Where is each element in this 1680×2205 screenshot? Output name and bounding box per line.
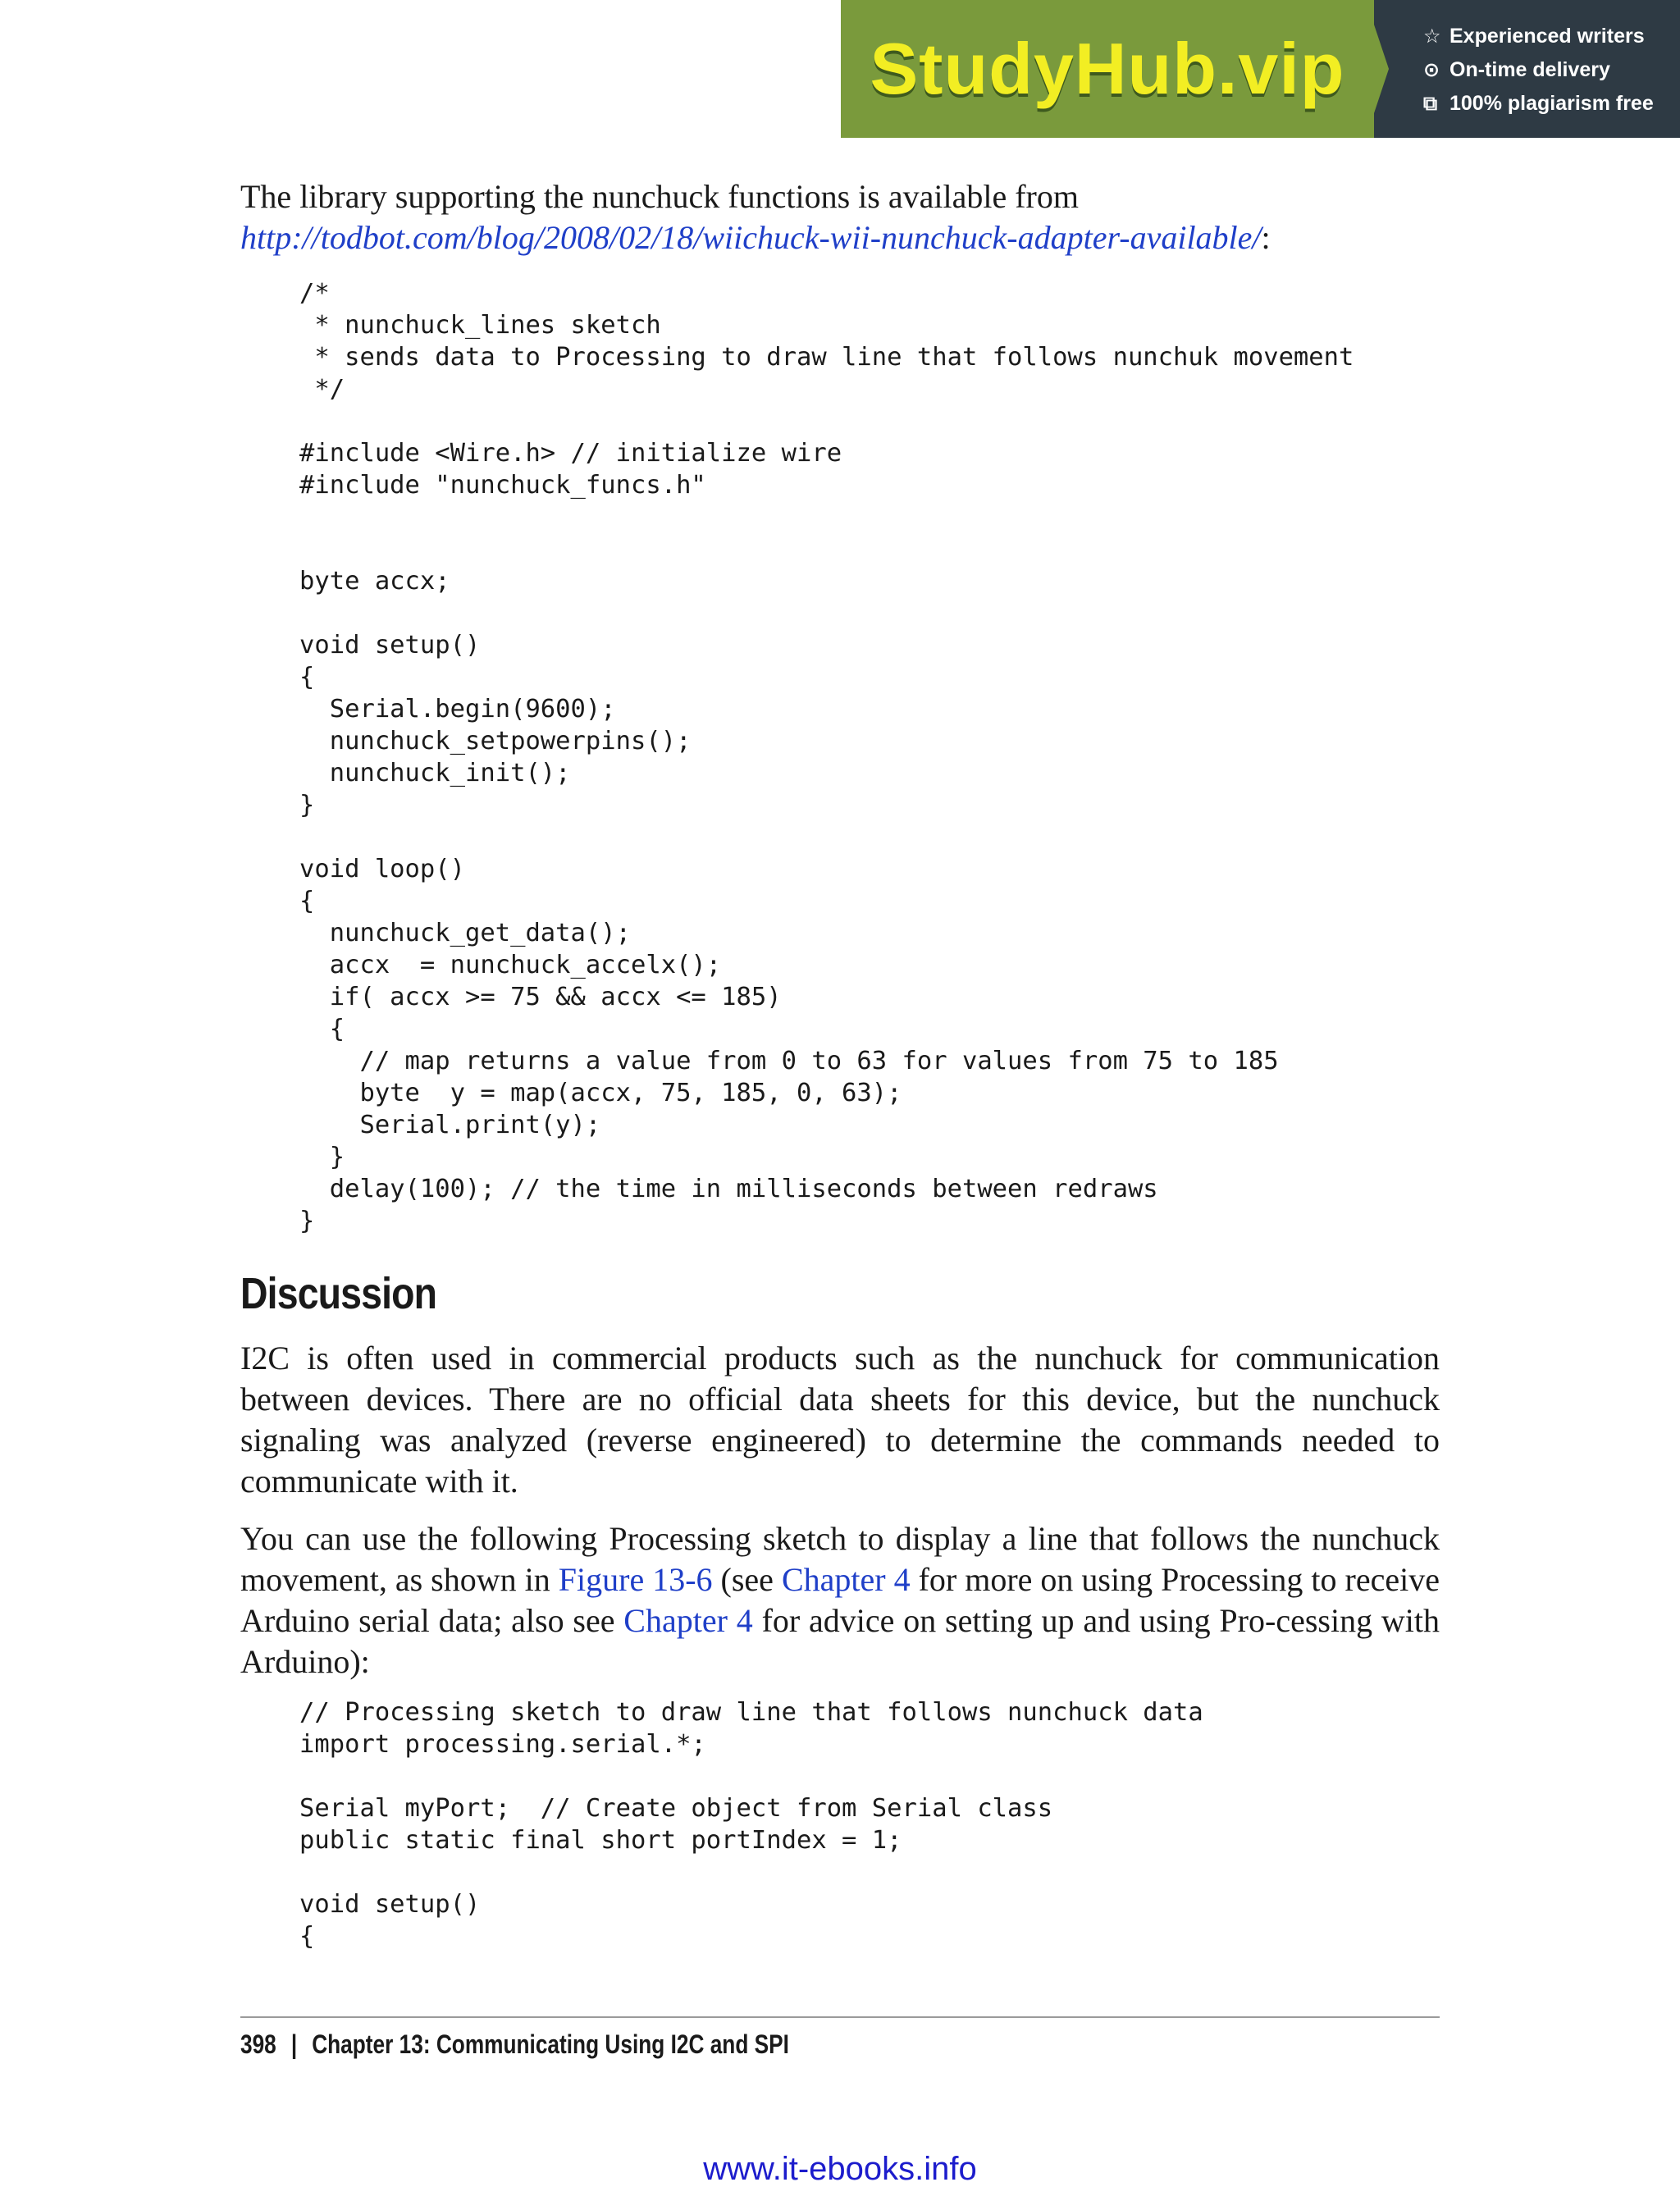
footer-separator: | [290, 2029, 298, 2059]
chapter-4-link[interactable]: Chapter 4 [781, 1561, 911, 1598]
intro-paragraph [240, 176, 1440, 258]
perk-label: Experienced writers [1449, 25, 1645, 48]
para2-text-4: for advice on setting up and using Pro-cessing with Arduino): [240, 1602, 1440, 1680]
figure-13-6-link[interactable]: Figure 13-6 [558, 1561, 713, 1598]
page-footer [240, 2028, 789, 2061]
perk-item [1423, 53, 1654, 87]
nunchuck-library-link[interactable]: http://todbot.com/blog/2008/02/18/wiichuck-wii-nunchuck-adapter-available/ [240, 219, 1262, 256]
brand-logo: StudyHub.vip [870, 28, 1345, 109]
perks-list [1423, 20, 1654, 121]
star-outline-icon: ☆ [1423, 25, 1441, 48]
perk-label: 100% plagiarism free [1449, 92, 1654, 115]
perk-item [1423, 87, 1654, 121]
clock-icon: ⊙ [1423, 59, 1440, 81]
intro-trail: : [1261, 219, 1271, 256]
processing-paragraph [240, 1518, 1440, 1682]
intro-text: The library supporting the nunchuck functions is available from [240, 178, 1079, 215]
copy-icon: ⧉ [1423, 93, 1438, 115]
footer-rule [240, 2016, 1440, 2018]
perk-label: On-time delivery [1449, 58, 1610, 81]
perks-panel [1374, 0, 1680, 138]
para2-text-3: for more on using Processing to receive Arduino serial data; also see [240, 1561, 1440, 1639]
perk-item [1423, 20, 1654, 53]
code-block-nunchuck-lines: /* * nunchuck_lines sketch * sends data to Processing to draw line that follows nunchuk movement */ #include <Wire.h> // initialize wire #include "nunchuck_funcs.h" byte accx; void setup() { Serial.begin(9600); nunchuck_setpowerpins(); nunchuck_init(); } void loop() { nunchuck_get_data(); accx = nunchuck_accelx(); if( accx >= 75 && accx <= 185) { // map returns a value from 0 to 63 for values from 75 to 185 byte y = map(accx, 75, 185, 0, 63); Serial.print(y); } delay(100); // the time in milliseconds between redraws } [299, 279, 1354, 1235]
code-block-processing: // Processing sketch to draw line that follows nunchuck data import processing.serial.*; Serial myPort; // Create object from Serial class public static final short portIndex = 1; void setup() { [299, 1698, 1203, 1951]
discussion-paragraph: I2C is often used in commercial products such as the nunchuck for communication between devices. There are no official data sheets for this device, but the nunchuck signaling was analyzed (reverse engineered) to determine the commands needed to communicate with it. [240, 1340, 1440, 1500]
para2-text-2: (see [712, 1561, 782, 1598]
page-number: 398 [240, 2029, 276, 2059]
chapter-4-link-2[interactable]: Chapter 4 [623, 1602, 753, 1639]
section-heading: Discussion [240, 1269, 437, 1318]
brand-panel [841, 0, 1374, 138]
banner-arrow [1366, 0, 1389, 138]
studyhub-banner[interactable] [841, 0, 1680, 138]
chapter-title: Chapter 13: Communicating Using I2C and SPI [312, 2029, 789, 2059]
para2-text-1: You can use the following Processing sketch to display a line that follows the nunchuck movement, as shown in [240, 1520, 1440, 1598]
source-site-link[interactable]: www.it-ebooks.info [703, 2151, 977, 2187]
